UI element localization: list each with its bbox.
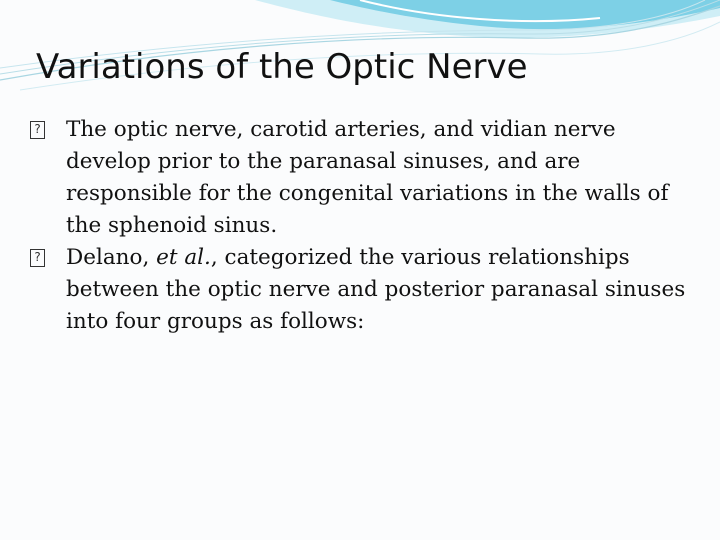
bullet-2-text-italic: et al. xyxy=(156,245,211,270)
bullet-paragraph-1 xyxy=(28,114,688,242)
bullet-2-text-start: Delano, xyxy=(66,245,157,270)
slide-body xyxy=(28,114,688,338)
unknown-glyph-bullet-icon: ? xyxy=(30,121,45,139)
unknown-glyph-bullet-icon: ? xyxy=(30,249,45,267)
bullet-2-text-end: , categorized the various relationships between the optic nerve and posterior paranasal sinuses into four groups as follows: xyxy=(66,245,686,334)
bullet-paragraph-2 xyxy=(28,242,688,338)
bullet-1-text: The optic nerve, carotid arteries, and vidian nerve develop prior to the paranasal sinuses, and are responsible for the congenital variations in the walls of the sphenoid sinus. xyxy=(66,117,669,238)
slide-title: Variations of the Optic Nerve xyxy=(36,47,528,87)
